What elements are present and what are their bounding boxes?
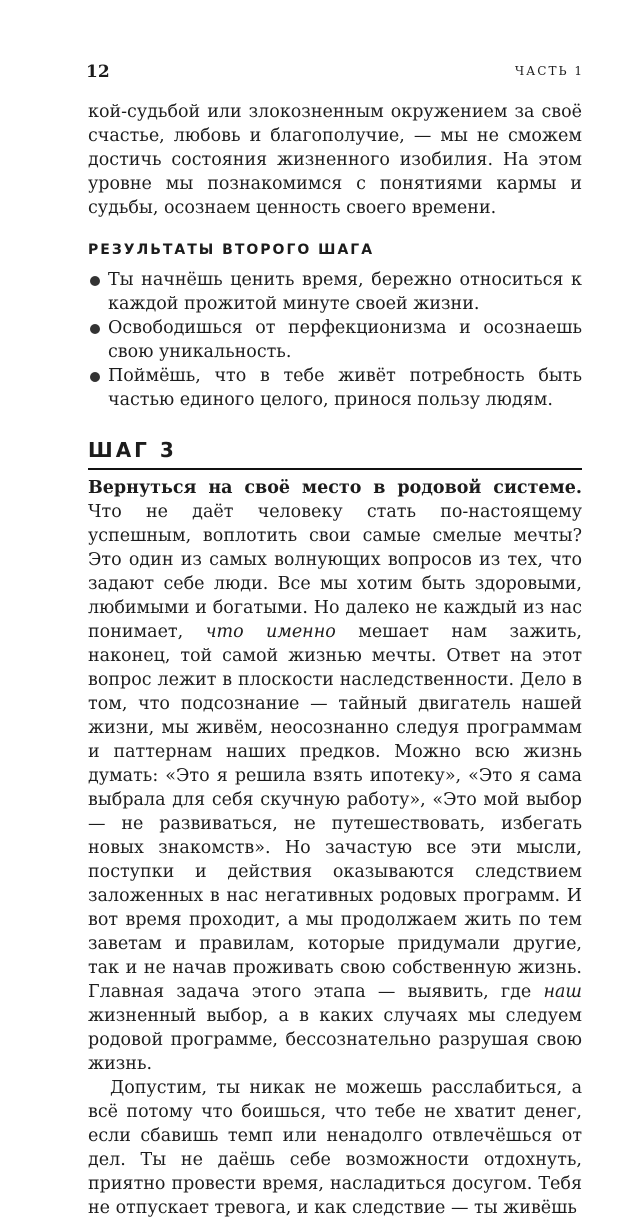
- step-italic-1: что именно: [205, 622, 336, 642]
- step-text-1: Что не даёт человеку стать по-настоящему успешным, воплотить свои самые смелые мечты? Это один из самых волнующих вопросов из тех, что задают себе люди. Все мы хотим быть здоровыми, любимыми и богатыми. Но далеко не каждый из нас понимает,: [88, 502, 582, 642]
- step-text-3: жизненный выбор, а в каких случаях мы следуем родовой программе, бессознательно разрушая свою жизнь.: [88, 1006, 582, 1074]
- running-header-part: ЧАСТЬ 1: [514, 64, 584, 78]
- result-text: Поймёшь, что в тебе живёт потребность быть частью единого целого, принося пользу людям.: [108, 366, 582, 410]
- step-lead: Вернуться на своё место в родовой системе.: [88, 478, 582, 498]
- result-text: Ты начнёшь ценить время, бережно относиться к каждой прожитой минуте своей жизни.: [108, 270, 582, 314]
- page-header: [86, 62, 584, 82]
- intro-paragraph: кой-судьбой или злокозненным окружением за своё счастье, любовь и благополучие, — мы не сможем достичь состояния жизненного изобилия. На этом уровне мы познакомимся с понятиями кармы и судьбы, осознаем ценность своего времени.: [88, 102, 582, 218]
- bullet-icon: [90, 276, 100, 286]
- results-list: [88, 268, 582, 412]
- list-item: [88, 316, 582, 364]
- step-italic-2: наш: [543, 982, 582, 1002]
- step-paragraph: [88, 476, 582, 1076]
- heading-rule: [88, 468, 582, 470]
- step-heading: ШАГ 3: [88, 438, 177, 462]
- bullet-icon: [90, 372, 100, 382]
- bullet-icon: [90, 324, 100, 334]
- list-item: [88, 268, 582, 316]
- results-heading: РЕЗУЛЬТАТЫ ВТОРОГО ШАГА: [88, 242, 375, 258]
- step-text-2: мешает нам зажить, наконец, той самой жизнью мечты. Ответ на этот вопрос лежит в плоскости наследственности. Дело в том, что подсознание — тайный двигатель нашей жизни, мы живём, неосознанно следуя программам и паттернам наших предков. Можно всю жизнь думать: «Это я решила взять ипотеку», «Это я сама выбрала для себя скучную работу», «Это мой выбор — не развиваться, не путешествовать, избегать новых знакомств». Но зачастую все эти мысли, поступки и действия оказываются следствием заложенных в нас негативных родовых программ. И вот время проходит, а мы продолжаем жить по тем заветам и правилам, которые придумали другие, так и не начав проживать свою собственную жизнь. Главная задача этого этапа — выявить, где: [88, 622, 582, 1002]
- result-text: Освободишься от перфекционизма и осознаешь свою уникальность.: [108, 318, 582, 362]
- page-number: 12: [86, 62, 110, 82]
- list-item: [88, 364, 582, 412]
- final-paragraph: Допустим, ты никак не можешь расслабиться, а всё потому что боишься, что тебе не хватит денег, если сбавишь темп или ненадолго отвлечёшься от дел. Ты не даёшь себе возможности отдохнуть, приятно провести время, насладиться досугом. Тебя не отпускает тревога, и как следствие — ты живёшь: [88, 1078, 582, 1218]
- page-body: [88, 100, 582, 1220]
